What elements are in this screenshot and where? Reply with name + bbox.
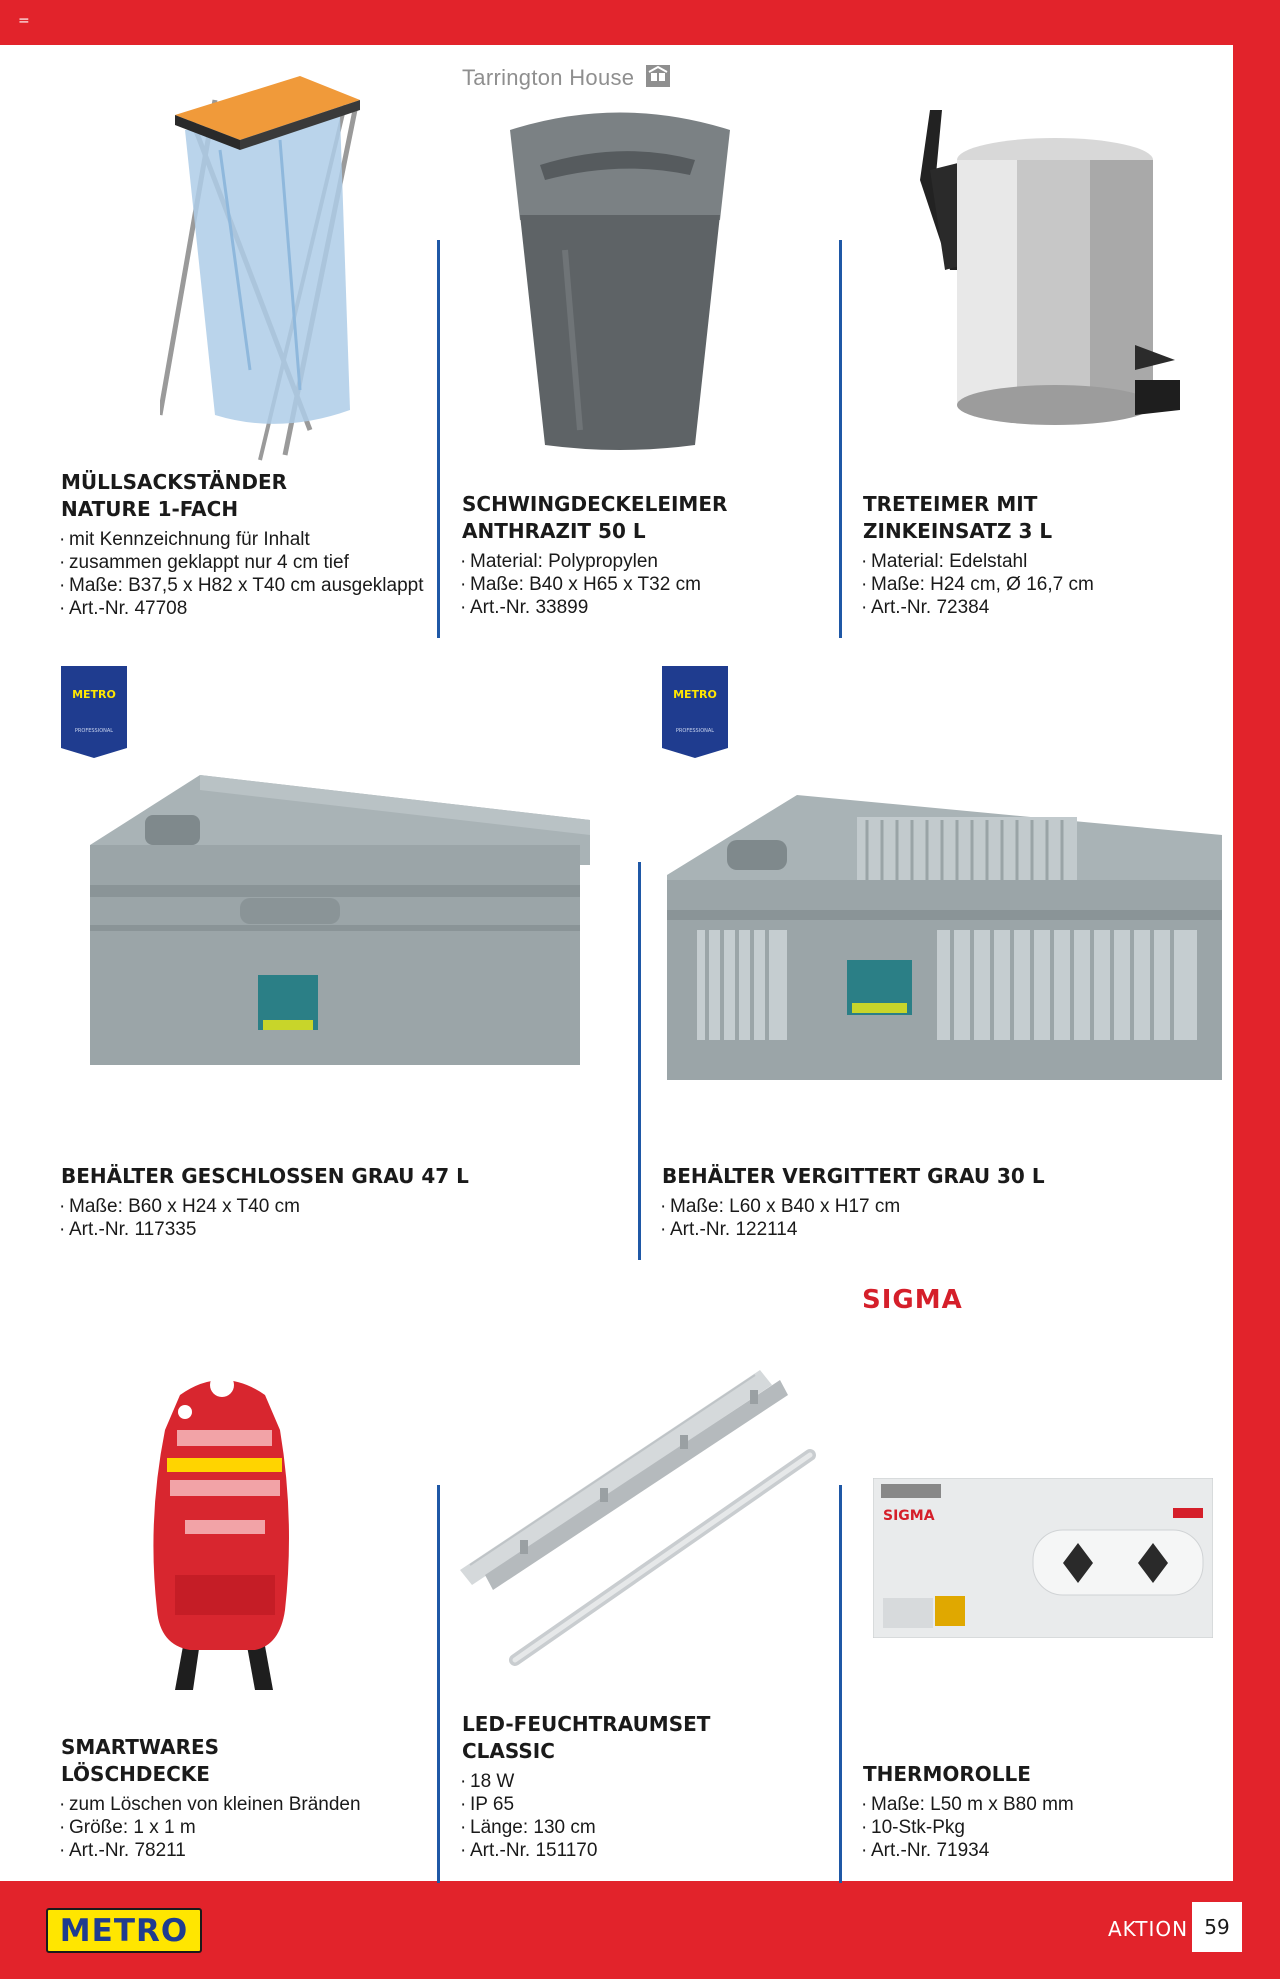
product-image-led-fixture bbox=[460, 1360, 820, 1670]
product-details: · mit Kennzeichnung für Inhalt · zusammen geklappt nur 4 cm tief · Maße: B37,5 x H82 x T40 cm ausgeklappt · Art.-Nr. 47708 bbox=[59, 528, 424, 620]
page-number: 59 bbox=[1192, 1902, 1242, 1952]
product-title: BEHÄLTER GESCHLOSSEN GRAU 47 L bbox=[61, 1164, 469, 1188]
product-details: · 18 W · IP 65 · Länge: 130 cm · Art.-Nr. 151170 bbox=[460, 1770, 597, 1862]
metro-logo: METRO bbox=[46, 1908, 202, 1953]
product-title: THERMOROLLE bbox=[863, 1762, 1031, 1786]
product-details: · Maße: L60 x B40 x H17 cm · Art.-Nr. 122114 bbox=[660, 1195, 900, 1241]
section-label: AKTION bbox=[1108, 1917, 1189, 1941]
metro-professional-badge bbox=[662, 666, 728, 758]
product-title: BEHÄLTER VERGITTERT GRAU 30 L bbox=[662, 1164, 1045, 1188]
product-details: · Material: Edelstahl · Maße: H24 cm, Ø 16,7 cm · Art.-Nr. 72384 bbox=[861, 550, 1094, 619]
product-details: · Maße: B60 x H24 x T40 cm · Art.-Nr. 117335 bbox=[59, 1195, 300, 1241]
product-details: · Material: Polypropylen · Maße: B40 x H65 x T32 cm · Art.-Nr. 33899 bbox=[460, 550, 701, 619]
divider bbox=[437, 240, 440, 638]
product-image-swing-bin bbox=[505, 110, 735, 455]
sigma-logo: SIGMA bbox=[862, 1285, 963, 1315]
product-image-bag-stand bbox=[160, 70, 380, 470]
product-image-pedal-bin bbox=[890, 110, 1180, 470]
svg-text:SIGMA: SIGMA bbox=[883, 1508, 935, 1524]
metro-professional-badge bbox=[61, 666, 127, 758]
product-title: LED-FEUCHTRAUMSET CLASSIC bbox=[462, 1712, 711, 1763]
product-title: TRETEIMER MIT ZINKEINSATZ 3 L bbox=[863, 492, 1053, 543]
divider bbox=[638, 862, 641, 1260]
tarrington-house-logo: Tarrington House bbox=[462, 64, 671, 91]
svg-text:METRO: METRO bbox=[72, 688, 116, 701]
menu-mark: = bbox=[18, 13, 30, 29]
divider bbox=[839, 1485, 842, 1883]
product-image-fire-blanket bbox=[135, 1370, 310, 1690]
svg-text:PROFESSIONAL: PROFESSIONAL bbox=[74, 728, 114, 734]
product-title: SMARTWARES LÖSCHDECKE bbox=[61, 1735, 220, 1786]
svg-text:METRO: METRO bbox=[673, 688, 717, 701]
product-image-thermal-rolls bbox=[873, 1478, 1213, 1638]
divider bbox=[437, 1485, 440, 1883]
house-icon bbox=[645, 64, 671, 88]
product-image-vented-crate bbox=[667, 795, 1227, 1085]
divider bbox=[839, 240, 842, 638]
product-details: · zum Löschen von kleinen Bränden · Größe: 1 x 1 m · Art.-Nr. 78211 bbox=[59, 1793, 361, 1862]
product-image-closed-crate bbox=[90, 775, 590, 1070]
svg-text:PROFESSIONAL: PROFESSIONAL bbox=[675, 728, 715, 734]
product-title: SCHWINGDECKELEIMER ANTHRAZIT 50 L bbox=[462, 492, 728, 543]
product-title: MÜLLSACKSTÄNDER NATURE 1-FACH bbox=[61, 470, 288, 521]
product-details: · Maße: L50 m x B80 mm · 10-Stk-Pkg · Art.-Nr. 71934 bbox=[861, 1793, 1074, 1862]
